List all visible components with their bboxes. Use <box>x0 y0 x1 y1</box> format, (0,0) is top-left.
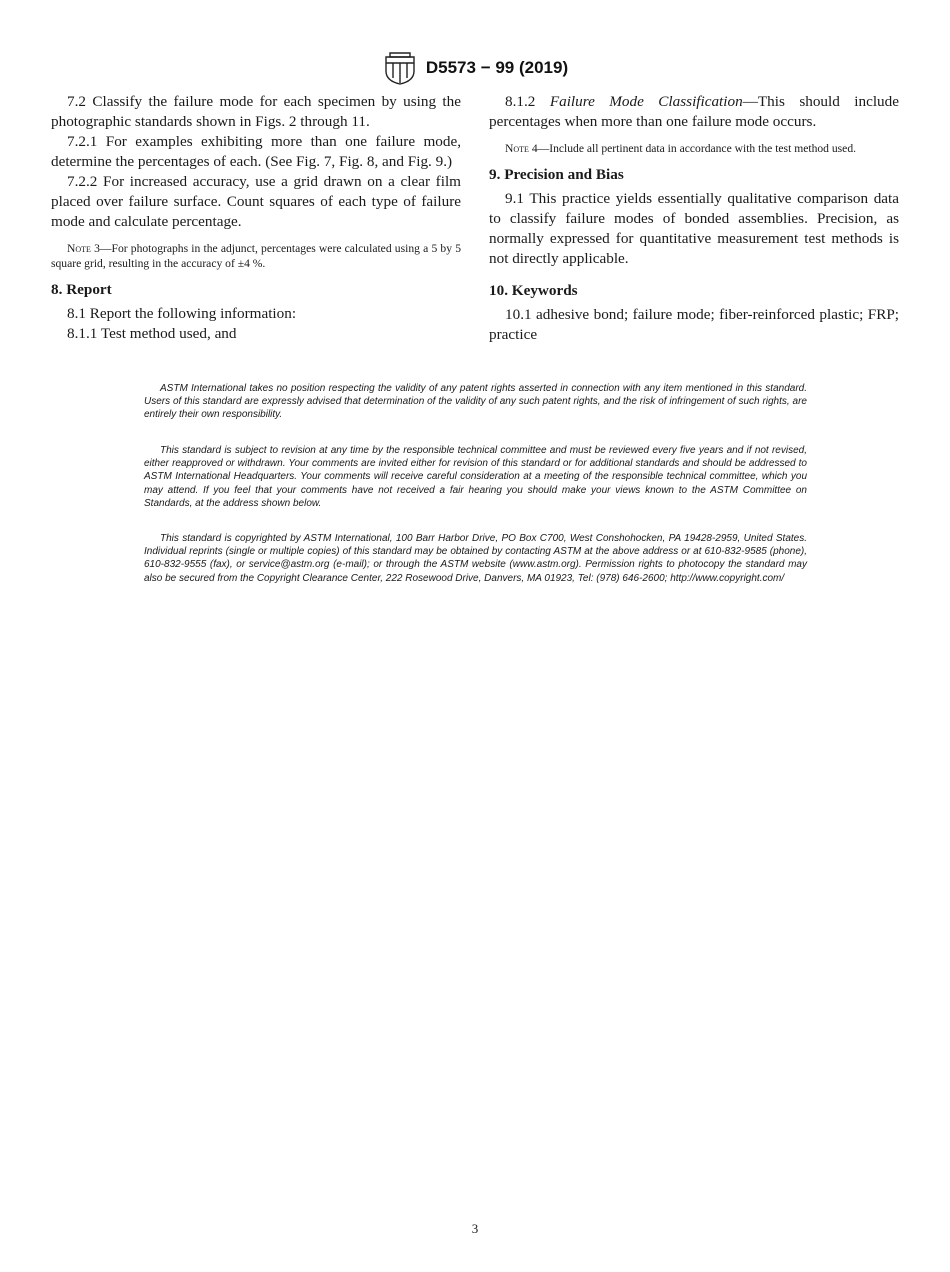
paragraph-8-1-2-title: Failure Mode Classification <box>549 93 743 110</box>
paragraph-7-2-1: 7.2.1 For examples exhibiting more than one failure mode, determine the percentages of each. (See Fig. 7, Fig. 8, and Fig. 9.) <box>51 133 461 170</box>
paragraph-8-1: 8.1 Report the following information: <box>67 305 297 322</box>
standard-designation: D5573 − 99 (2019) <box>425 58 569 77</box>
paragraph-8-1-2-number: 8.1.2 <box>505 93 536 110</box>
revision-disclaimer: This standard is subject to revision at any time by the responsible technical committee and must be reviewed every five years and if not revised, either reapproved or withdrawn. Your comments are invited either for revision of this standard or for additional standards and should be addressed to ASTM International Headquarters. Your comments will receive careful consideration at a meeting of the responsible technical committee, which you may attend. If you feel that your comments have not received a fair hearing you should make your views known to the ASTM Committee on Standards, at the address shown below. <box>144 445 807 509</box>
paragraph-8-1-2 <box>489 92 899 132</box>
left-column <box>51 92 461 344</box>
section-8-heading: 8. Report <box>51 281 112 298</box>
paragraph-8-1-2-text: —This should include percentages when more than one failure mode occurs. <box>489 93 899 130</box>
paragraph-7-2-2: 7.2.2 For increased accuracy, use a grid drawn on a clear film placed over failure surface. Count squares of each type of failure mode and calculate percentage. <box>51 173 461 230</box>
patent-disclaimer: ASTM International takes no position respecting the validity of any patent rights asserted in connection with any item mentioned in this standard. Users of this standard are expressly advised that determination of the validity of any such patent rights, and the risk of infringement of such rights, are entirely their own responsibility. <box>144 383 807 421</box>
paragraph-8-1-1: 8.1.1 Test method used, and <box>67 325 237 342</box>
astm-logo-icon <box>382 51 418 85</box>
note-4 <box>489 141 899 156</box>
paragraph-10-1: 10.1 adhesive bond; failure mode; fiber-reinforced plastic; FRP; practice <box>489 306 899 343</box>
page-header <box>0 51 950 85</box>
right-column <box>489 92 899 345</box>
note-3-text: —For photographs in the adjunct, percentages were calculated using a 5 by 5 square grid, resulting in the accuracy of ±4 %. <box>51 242 461 270</box>
copyright-notice: This standard is copyrighted by ASTM International, 100 Barr Harbor Drive, PO Box C700, West Conshohocken, PA 19428-2959, United States. Individual reprints (single or multiple copies) of this standard may be obtained by contacting ASTM at the above address or at 610-832-9585 (phone), 610-832-9555 (fax), or service@astm.org (e-mail); or through the ASTM website (www.astm.org). Permission rights to photocopy the standard may also be secured from the Copyright Clearance Center, 222 Rosewood Drive, Danvers, MA 01923, Tel: (978) 646-2600; http://www.copyright.com/ <box>144 533 807 584</box>
paragraph-9-1: 9.1 This practice yields essentially qualitative comparison data to classify failure modes of bonded assemblies. Precision, as normally expressed for quantitative measurement test methods is not directly applicable. <box>489 190 899 267</box>
note-3 <box>51 241 461 271</box>
note-4-label: Note 4 <box>505 142 538 155</box>
section-9-heading: 9. Precision and Bias <box>489 166 624 183</box>
page-number: 3 <box>471 1221 479 1236</box>
paragraph-7-2: 7.2 Classify the failure mode for each specimen by using the photographic standards shown in Figs. 2 through 11. <box>51 93 461 130</box>
note-3-label: Note 3 <box>67 242 100 255</box>
section-10-heading: 10. Keywords <box>489 282 578 299</box>
note-4-text: —Include all pertinent data in accordance with the test method used. <box>537 142 857 155</box>
